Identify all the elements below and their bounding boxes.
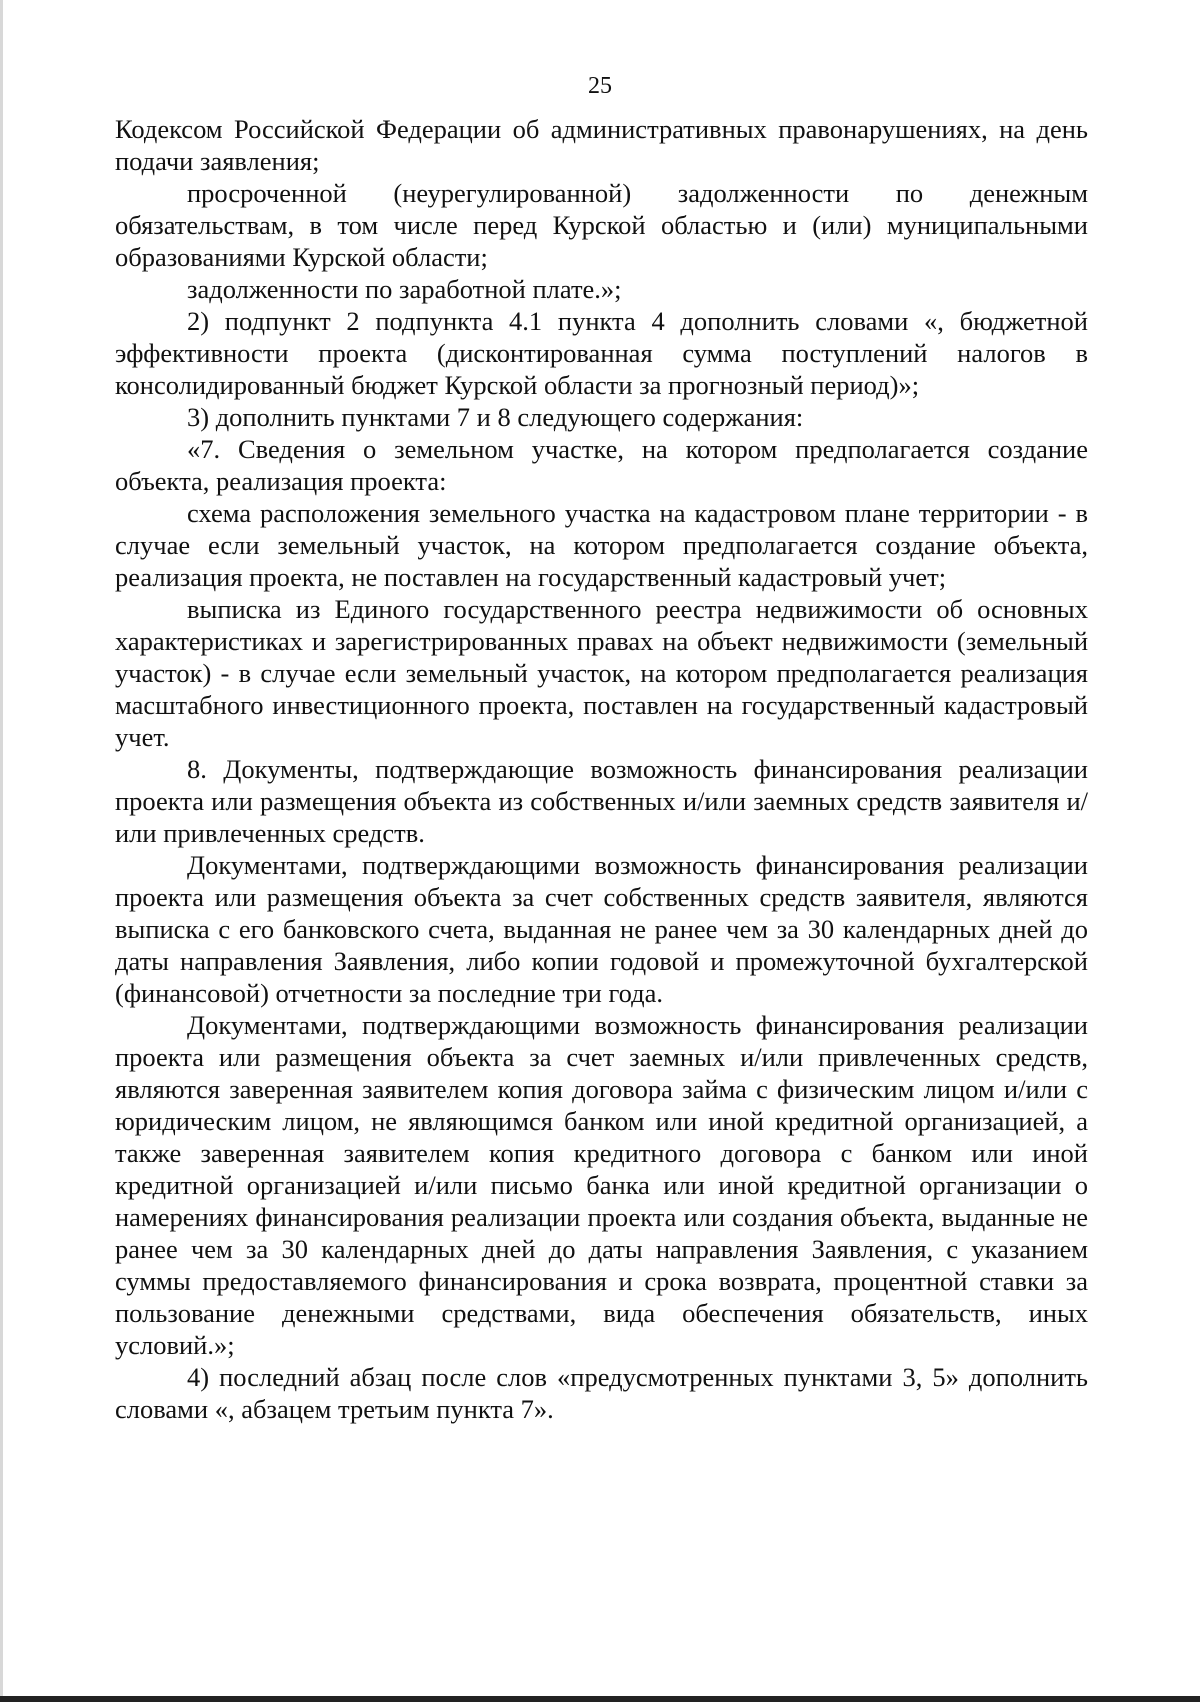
paragraph: 3) дополнить пунктами 7 и 8 следующего содержания:: [187, 402, 804, 432]
document-body: [115, 113, 1088, 1425]
scan-edge-left: [0, 0, 3, 1702]
paragraph: 8. Документы, подтверждающие возможность финансирования реализации проекта или размещения объекта из собственных и/или заемных средств заявителя и/или привлеченных средств.: [115, 754, 1088, 848]
paragraph: 2) подпункт 2 подпункта 4.1 пункта 4 дополнить словами «, бюджетной эффективности проекта (дисконтированная сумма поступлений налогов в консолидированный бюджет Курской области за прогнозный период)»;: [115, 306, 1088, 400]
paragraph: Документами, подтверждающими возможность финансирования реализации проекта или размещения объекта за счет заемных и/или привлеченных средств, являются заверенная заявителем копия договора займа с физическим лицом и/или с юридическим лицом, не являющимся банком или иной кредитной организацией, а также заверенная заявителем копия кредитного договора с банком или иной кредитной организацией и/или письмо банка или иной кредитной организации о намерениях финансирования реализации проекта или создания объекта, выданные не ранее чем за 30 календарных дней до даты направления Заявления, с указанием суммы предоставляемого финансирования и срока возврата, процентной ставки за пользование денежными средствами, вида обеспечения обязательств, иных условий.»;: [115, 1010, 1088, 1360]
paragraph: Кодексом Российской Федерации об административных правонарушениях, на день подачи заявления;: [115, 114, 1088, 176]
paragraph: 4) последний абзац после слов «предусмотренных пунктами 3, 5» дополнить словами «, абзацем третьим пункта 7».: [115, 1362, 1088, 1424]
paragraph: «7. Сведения о земельном участке, на котором предполагается создание объекта, реализация проекта:: [115, 434, 1088, 496]
paragraph: задолженности по заработной плате.»;: [187, 274, 622, 304]
paragraph: просроченной (неурегулированной) задолженности по денежным обязательствам, в том числе перед Курской областью и (или) муниципальными образованиями Курской области;: [115, 178, 1088, 272]
page-number: 25: [588, 73, 612, 99]
paragraph: выписка из Единого государственного реестра недвижимости об основных характеристиках и зарегистрированных правах на объект недвижимости (земельный участок) - в случае если земельный участок, на котором предполагается реализация масштабного инвестиционного проекта, поставлен на государственный кадастровый учет.: [115, 594, 1088, 752]
scan-edge-bottom: [0, 1696, 1200, 1702]
paragraph: Документами, подтверждающими возможность финансирования реализации проекта или размещения объекта за счет собственных средств заявителя, являются выписка с его банковского счета, выданная не ранее чем за 30 календарных дней до даты направления Заявления, либо копии годовой и промежуточной бухгалтерской (финансовой) отчетности за последние три года.: [115, 850, 1088, 1008]
paragraph: схема расположения земельного участка на кадастровом плане территории - в случае если земельный участок, на котором предполагается создание объекта, реализация проекта, не поставлен на государственный кадастровый учет;: [115, 498, 1088, 592]
